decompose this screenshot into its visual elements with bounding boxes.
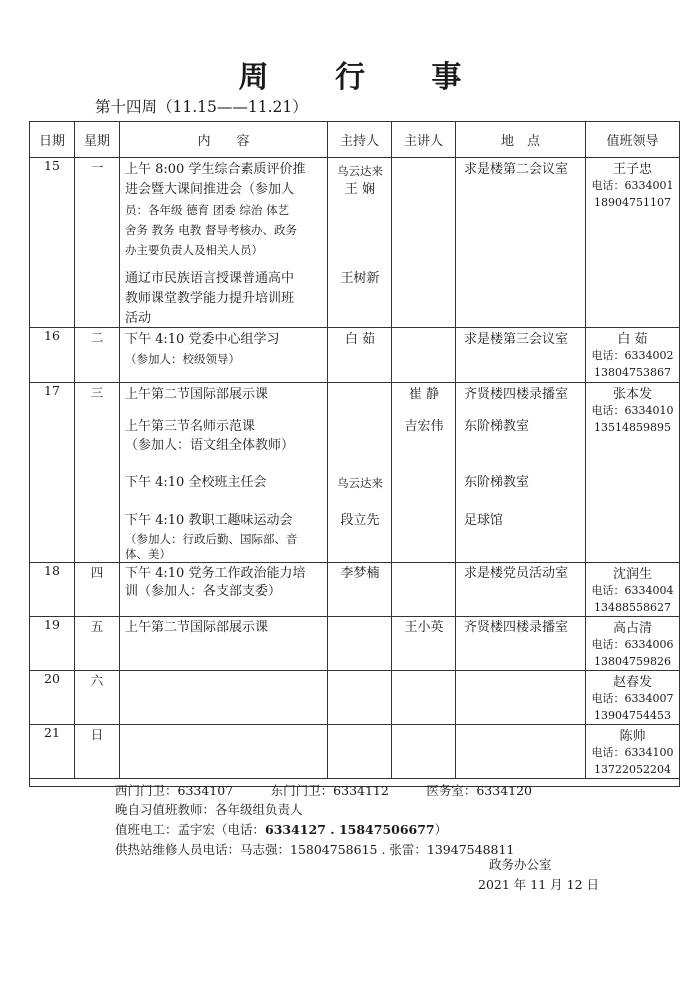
header-speaker: 主讲人 (392, 122, 456, 158)
location-cell (456, 328, 586, 383)
speaker-cell (392, 671, 456, 725)
speaker-name: 崔 静 (408, 387, 440, 402)
location-text: 齐贤楼四楼录播室 (464, 620, 569, 635)
speaker-cell (392, 563, 456, 617)
table-header-row (30, 122, 680, 158)
leader-mobile: 13804753867 (594, 366, 671, 379)
table-row (30, 671, 680, 725)
leader-phone: 电话：6334001 (591, 179, 674, 192)
content-line: （参加人：校级领导） (125, 352, 240, 366)
electrician-end: ） (434, 822, 448, 837)
issuing-office: 政务办公室 (489, 857, 552, 872)
gate-phones: 西门门卫：6334107 东门门卫：6334112 医务室：6334120 (115, 783, 533, 798)
table-row (30, 158, 680, 328)
leader-cell (586, 671, 680, 725)
header-leader: 值班领导 (586, 122, 680, 158)
host-name: 王树新 (340, 271, 380, 286)
location-cell (456, 158, 586, 328)
weekday-cell: 日 (75, 725, 120, 779)
location-text: 齐贤楼四楼录播室 (464, 387, 569, 402)
electrician-phone: 6334127 . 15847506677 (265, 822, 435, 837)
issue-date: 2021 年 11 月 12 日 (478, 877, 599, 892)
leader-name: 王子忠 (612, 162, 652, 177)
leader-cell (586, 158, 680, 328)
host-cell (328, 671, 392, 725)
date-cell: 20 (30, 671, 75, 725)
leader-name: 赵春发 (612, 675, 652, 690)
speaker-cell (392, 328, 456, 383)
content-line: 通辽市民族语言授课普通高中 (125, 271, 295, 286)
location-text: 东阶梯教室 (464, 475, 530, 490)
heating-repair-phones: 供热站维修人员电话：马志强：15804758615 . 张雷：13947548811 (115, 842, 515, 857)
schedule-table (29, 121, 680, 787)
leader-phone: 电话：6334002 (591, 349, 674, 362)
header-location: 地 点 (456, 122, 586, 158)
weekday-cell: 四 (75, 563, 120, 617)
table-row (30, 563, 680, 617)
content-line: 舍务 教务 电教 督导考核办、政务 (125, 223, 297, 237)
leader-phone: 电话：6334010 (591, 404, 674, 417)
content-cell (120, 725, 328, 779)
leader-name: 陈帅 (619, 729, 646, 744)
location-text: 求是楼第二会议室 (464, 162, 569, 177)
leader-name: 白 茹 (617, 332, 648, 347)
host-name: 王 娴 (344, 182, 376, 197)
content-line: 上午第三节名师示范课 (125, 419, 256, 434)
content-line: 活动 (125, 311, 152, 326)
host-cell (328, 158, 392, 328)
table-row (30, 383, 680, 563)
content-line: 办主要负责人及相关人员） (125, 243, 263, 257)
content-cell (120, 158, 328, 328)
location-text: 足球馆 (464, 513, 504, 528)
host-cell (328, 383, 392, 563)
leader-phone: 电话：6334004 (591, 584, 674, 597)
content-line: 上午第二节国际部展示课 (125, 387, 269, 402)
location-cell (456, 725, 586, 779)
location-cell (456, 617, 586, 671)
date-cell: 18 (30, 563, 75, 617)
speaker-name: 王小英 (404, 620, 444, 635)
date-cell: 16 (30, 328, 75, 383)
content-line: 下午 4:10 教职工趣味运动会 (125, 513, 293, 528)
content-line: 下午 4:10 全校班主任会 (125, 475, 267, 490)
host-name: 段立先 (340, 513, 380, 528)
leader-cell (586, 617, 680, 671)
weekday-cell: 三 (75, 383, 120, 563)
electrician-line (115, 820, 447, 838)
content-line: 员：各年级 德育 团委 综治 体艺 (125, 203, 290, 217)
speaker-cell (392, 617, 456, 671)
page-title: 周 行 事 (238, 60, 490, 95)
table-row (30, 725, 680, 779)
host-name: 乌云达来 (337, 164, 383, 178)
location-cell (456, 383, 586, 563)
leader-mobile: 13722052204 (594, 763, 671, 776)
table-row (30, 328, 680, 383)
leader-cell (586, 563, 680, 617)
host-cell (328, 725, 392, 779)
location-text: 求是楼党员活动室 (464, 566, 569, 581)
content-cell (120, 671, 328, 725)
content-line: 教师课堂教学能力提升培训班 (125, 291, 295, 306)
weekday-cell: 一 (75, 158, 120, 328)
electrician-label: 值班电工：孟宇宏（电话： (115, 822, 266, 837)
leader-cell (586, 328, 680, 383)
content-line: 训（参加人：各支部支委） (125, 584, 282, 599)
speaker-cell (392, 158, 456, 328)
leader-phone: 电话：6334100 (591, 746, 674, 759)
leader-cell (586, 383, 680, 563)
leader-name: 张本发 (612, 387, 652, 402)
header-host: 主持人 (328, 122, 392, 158)
content-line: （参加人：语文组全体教师） (125, 438, 295, 453)
weekday-cell: 二 (75, 328, 120, 383)
speaker-cell (392, 725, 456, 779)
location-cell (456, 671, 586, 725)
leader-mobile: 13514859895 (594, 421, 671, 434)
weekday-cell: 五 (75, 617, 120, 671)
leader-phone: 电话：6334007 (591, 692, 674, 705)
evening-duty: 晚自习值班教师：各年级组负责人 (115, 802, 303, 817)
week-range: 第十四周（11.15——11.21） (95, 98, 308, 116)
header-weekday: 星期 (75, 122, 120, 158)
speaker-name: 吉宏伟 (404, 419, 444, 434)
host-cell (328, 617, 392, 671)
location-text: 东阶梯教室 (464, 419, 530, 434)
table-row (30, 617, 680, 671)
content-line: 进会暨大课间推进会（参加人 (125, 182, 295, 197)
leader-phone: 电话：6334006 (591, 638, 674, 651)
weekday-cell: 六 (75, 671, 120, 725)
leader-mobile: 13904754453 (594, 709, 671, 722)
leader-mobile: 13488558627 (594, 601, 671, 614)
leader-cell (586, 725, 680, 779)
content-cell (120, 563, 328, 617)
content-line: 下午 4:10 党务工作政治能力培 (125, 566, 306, 581)
content-line: 上午第二节国际部展示课 (125, 620, 269, 635)
content-cell (120, 383, 328, 563)
location-cell (456, 563, 586, 617)
leader-mobile: 18904751107 (594, 196, 671, 209)
host-name: 乌云达来 (337, 476, 383, 490)
header-date: 日期 (30, 122, 75, 158)
date-cell: 15 (30, 158, 75, 328)
host-cell (328, 563, 392, 617)
content-line: （参加人：行政后勤、国际部、音 (125, 532, 298, 546)
date-cell: 21 (30, 725, 75, 779)
date-cell: 19 (30, 617, 75, 671)
leader-mobile: 13804759826 (594, 655, 671, 668)
leader-name: 沈润生 (612, 567, 652, 582)
leader-name: 高占清 (612, 621, 652, 636)
content-line: 体、美） (125, 547, 171, 561)
content-cell (120, 328, 328, 383)
content-cell (120, 617, 328, 671)
speaker-cell (392, 383, 456, 563)
host-name: 白 茹 (344, 332, 376, 347)
host-cell (328, 328, 392, 383)
header-content: 内 容 (120, 122, 328, 158)
date-cell: 17 (30, 383, 75, 563)
content-line: 下午 4:10 党委中心组学习 (125, 332, 280, 347)
host-name: 李梦楠 (340, 566, 380, 581)
content-line: 上午 8:00 学生综合素质评价推 (125, 162, 306, 177)
location-text: 求是楼第三会议室 (464, 332, 569, 347)
